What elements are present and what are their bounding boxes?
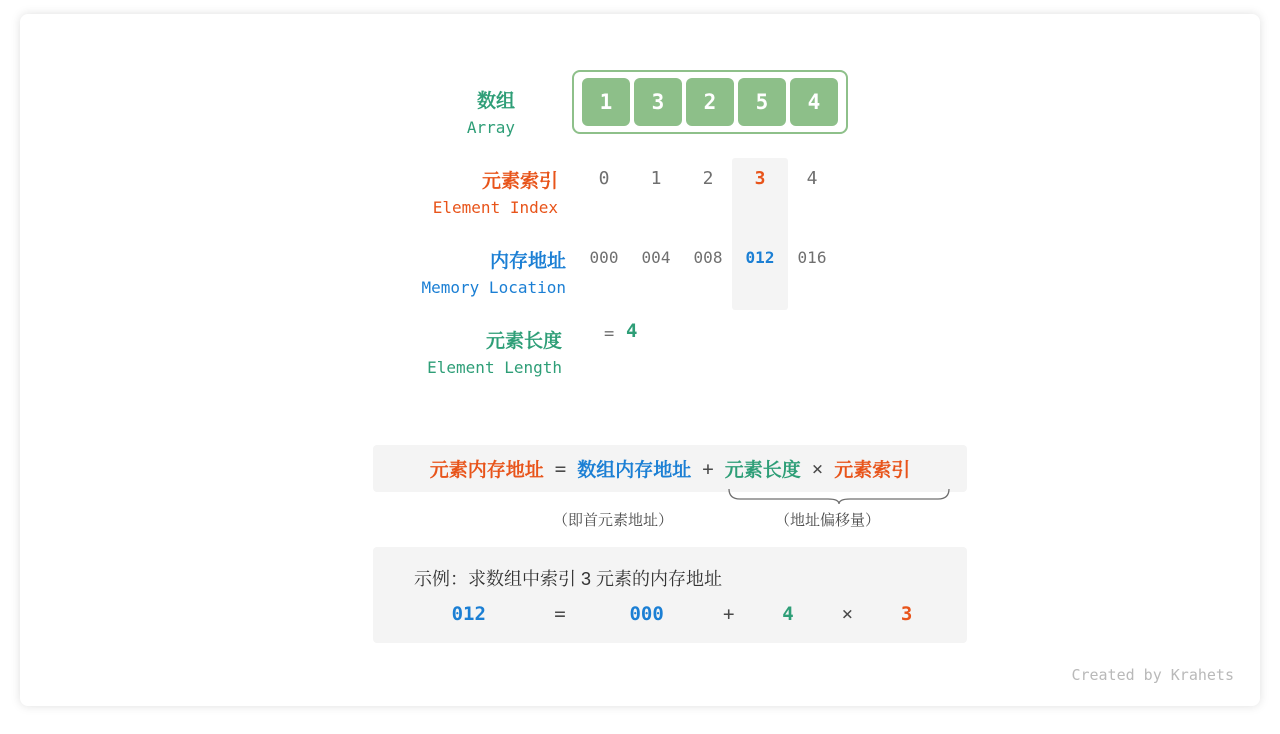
credit-text: Created by Krahets [1071,666,1234,684]
example-equation [414,603,934,625]
formula-times: × [811,457,824,480]
element-length-value: 4 [626,320,638,342]
formula-band [373,445,967,492]
index-value: 0 [598,168,610,189]
formula-result: 元素内存地址 [429,460,544,481]
address-value: 016 [797,248,827,267]
label-element-index-cn: 元素索引 [481,171,558,192]
label-memory-location-cn: 内存地址 [489,251,566,272]
note-address-offset: （地址偏移量） [775,512,881,529]
example-band [373,547,967,643]
label-memory-location [350,250,566,298]
index-value: 1 [650,168,662,189]
label-element-length-en: Element Length [427,357,562,377]
array-container [572,70,848,134]
address-value-highlight: 012 [745,248,775,267]
example-title: 示例：求数组中索引 3 元素的内存地址 [414,569,723,589]
example-plus: + [723,603,735,625]
index-row [578,168,838,189]
array-cell: 3 [634,78,682,126]
formula-index: 元素索引 [834,460,911,481]
address-value: 008 [693,248,723,267]
example-size: 4 [782,603,794,625]
label-element-length [350,330,562,378]
array-cell: 4 [790,78,838,126]
address-value: 004 [641,248,671,267]
example-times: × [841,603,854,625]
example-index: 3 [900,603,913,625]
example-base: 000 [629,603,664,625]
label-array [350,90,515,138]
formula-size: 元素长度 [724,460,801,481]
label-array-en: Array [466,117,515,137]
address-value: 000 [589,248,619,267]
note-first-element-address: （即首元素地址） [553,512,674,529]
example-equals: = [554,603,566,625]
example-result: 012 [451,603,486,625]
brace-icon [728,488,950,504]
formula-plus: + [702,457,714,480]
diagram-canvas [20,14,1260,706]
index-value-highlight: 3 [754,168,766,189]
index-value: 4 [806,168,818,189]
array-cell: 2 [686,78,734,126]
index-value: 2 [702,168,714,189]
formula-base: 数组内存地址 [577,460,692,481]
label-array-cn: 数组 [476,91,515,112]
label-element-index [350,170,558,218]
element-length-equals: = [604,324,615,344]
formula-equals: = [554,457,567,480]
array-cell: 5 [738,78,786,126]
label-memory-location-en: Memory Location [421,277,566,297]
address-row [578,248,838,267]
label-element-index-en: Element Index [432,197,558,217]
label-element-length-cn: 元素长度 [485,331,562,352]
array-cell: 1 [582,78,630,126]
